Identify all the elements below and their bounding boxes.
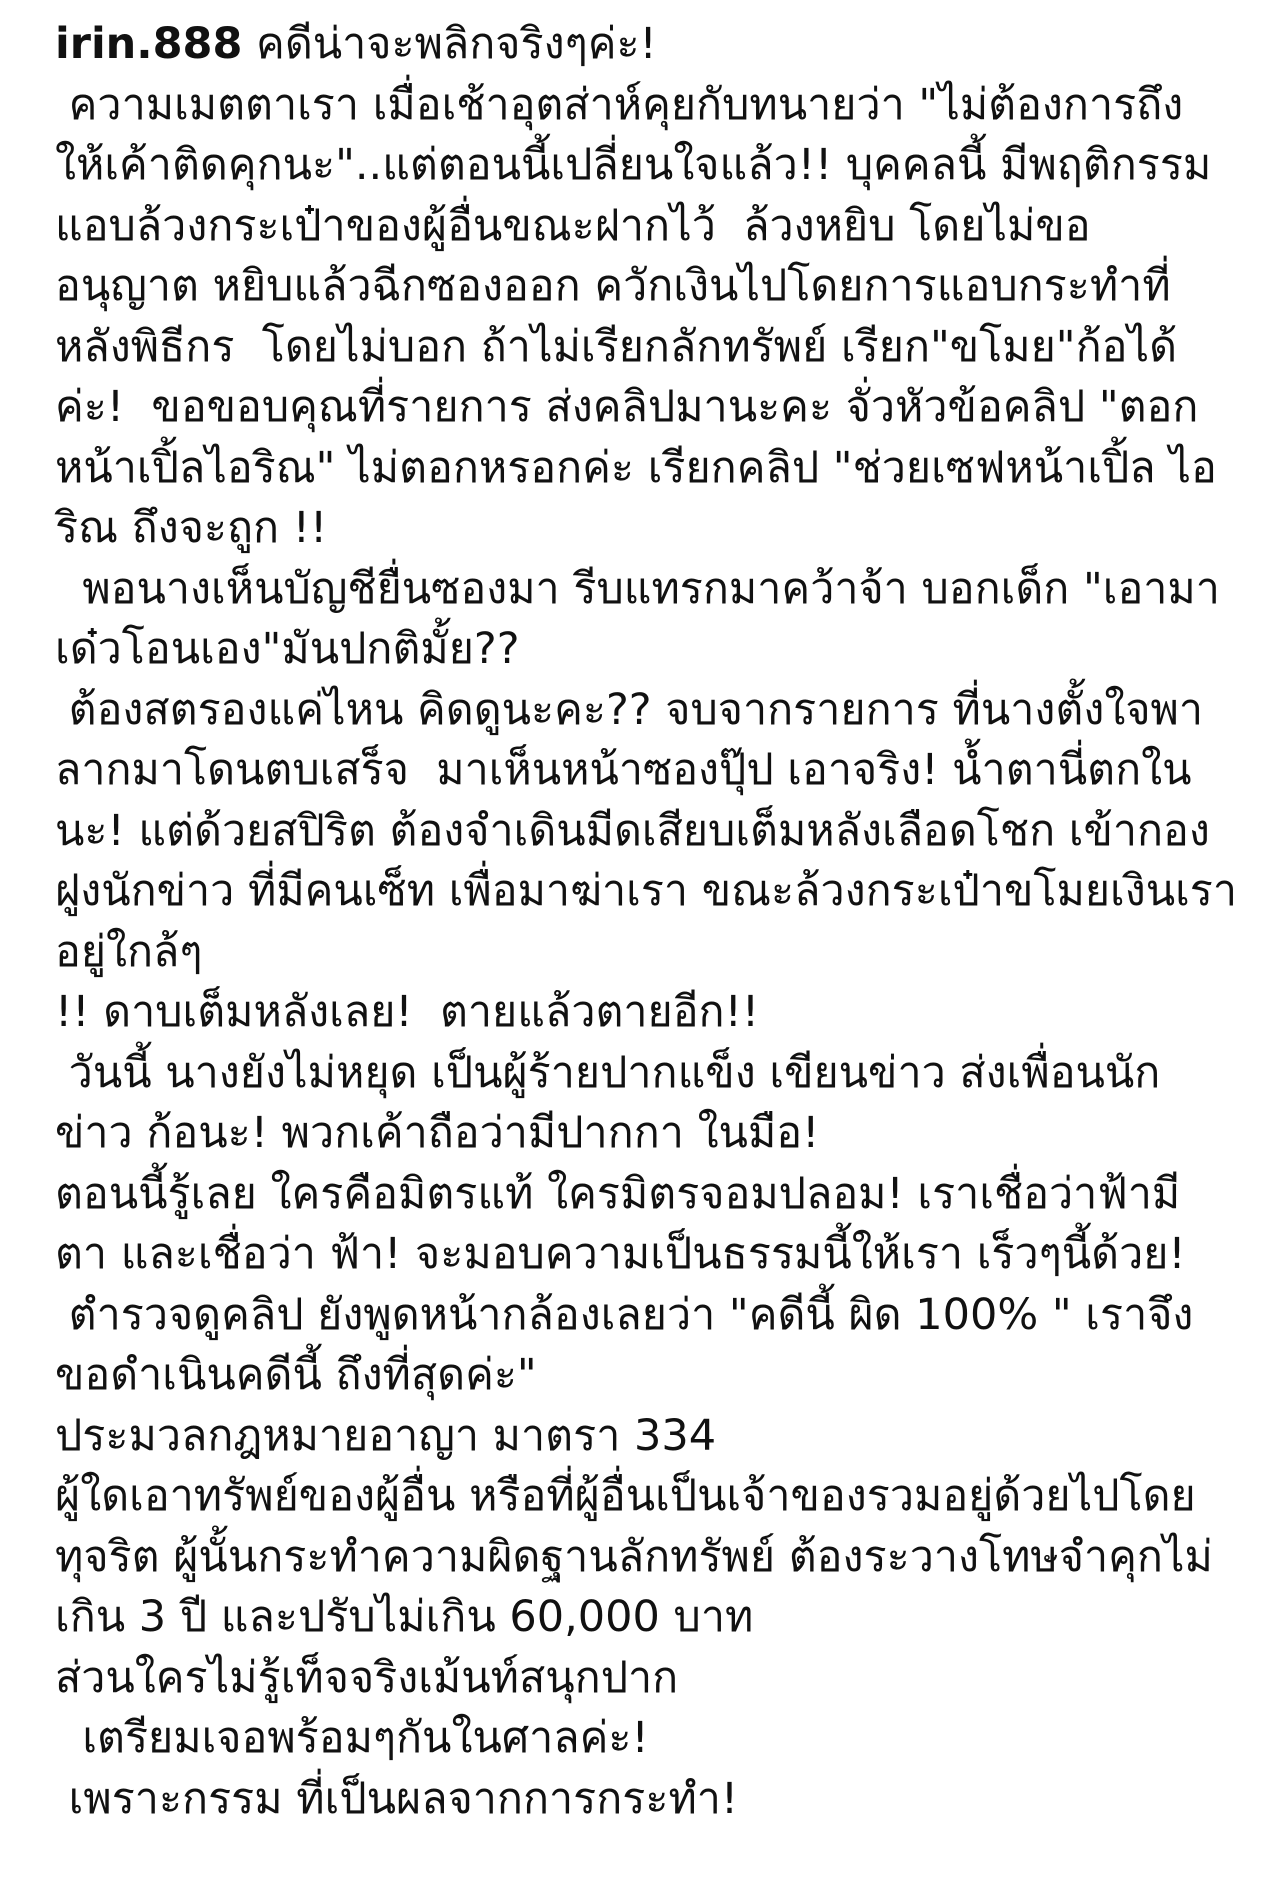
caption-line: ส่วนใครไม่รู้เท็จจริงเม้นท์สนุกปาก bbox=[55, 1652, 679, 1703]
caption-line: เด๋วโอนเอง"มันปกติมั้ย?? bbox=[55, 624, 520, 674]
cropped-next-line bbox=[260, 1880, 340, 1896]
caption-line: ค่ะ! ขอขอบคุณที่รายการ ส่งคลิปมานะคะ จั่วหัวข้อคลิป "ตอก bbox=[55, 382, 1199, 432]
caption-line: ประมวลกฎหมายอาญา มาตรา 334 bbox=[55, 1410, 717, 1461]
caption-first-line bbox=[55, 14, 1245, 75]
caption-line: ข่าว ก้อนะ! พวกเค้าถือว่ามีปากกา ในมือ! bbox=[55, 1108, 820, 1158]
caption-line: ขอดำเนินคดีนี้ ถึงที่สุดค่ะ" bbox=[55, 1350, 537, 1400]
caption-line: เตรียมเจอพร้อมๆกันในศาลค่ะ! bbox=[55, 1713, 649, 1763]
caption-line: !! ดาบเต็มหลังเลย! ตายแล้วตายอีก!! bbox=[55, 987, 760, 1037]
caption-line: เกิน 3 ปี และปรับไม่เกิน 60,000 บาท bbox=[55, 1592, 754, 1642]
caption-line: ผู้ใดเอาทรัพย์ของผู้อื่น หรือที่ผู้อื่นเป็นเจ้าของรวมอยู่ด้วยไปโดย bbox=[55, 1471, 1196, 1521]
caption-line: นะ! แต่ด้วยสปิริต ต้องจำเดินมีดเสียบเต็มหลังเลือดโชก เข้ากอง bbox=[55, 805, 1210, 856]
caption-line: ลากมาโดนตบเสร็จ มาเห็นหน้าซองปุ๊ป เอาจริง! น้ำตานี่ตกใน bbox=[55, 745, 1192, 795]
caption-line: ตำรวจดูคลิป ยังพูดหน้ากล้องเลยว่า "คดีนี้ ผิด 100% " เราจึง bbox=[55, 1289, 1194, 1340]
caption-line: แอบล้วงกระเป๋าของผู้อื่นขณะฝากไว้ ล้วงหยิบ โดยไม่ขอ bbox=[55, 200, 1091, 251]
instagram-caption bbox=[55, 14, 1245, 1829]
caption-line: อยู่ใกล้ๆ bbox=[55, 926, 203, 977]
caption-line: ฝูงนักข่าว ที่มีคนเซ็ท เพื่อมาฆ่าเรา ขณะล้วงกระเป๋าขโมยเงินเรา bbox=[55, 866, 1238, 916]
caption-line: ต้องสตรองแค่ไหน คิดดูนะคะ?? จบจากรายการ ที่นางตั้งใจพา bbox=[55, 684, 1204, 735]
caption-line: ตา และเชื่อว่า ฟ้า! จะมอบความเป็นธรรมนี้ให้เรา เร็วๆนี้ด้วย! bbox=[55, 1229, 1186, 1279]
caption-line: ตอนนี้รู้เลย ใครคือมิตรแท้ ใครมิตรจอมปลอม! เราเชื่อว่าฟ้ามี bbox=[55, 1168, 1181, 1219]
caption-body bbox=[55, 75, 1245, 1830]
caption-line: เพราะกรรม ที่เป็นผลจากการกระทำ! bbox=[55, 1773, 739, 1824]
username-link[interactable]: irin.888 bbox=[55, 19, 243, 69]
caption-line: พอนางเห็นบัญชียื่นซองมา รีบแทรกมาคว้าจ้า บอกเด็ก "เอามา bbox=[55, 563, 1220, 614]
caption-line: หลังพิธีกร โดยไม่บอก ถ้าไม่เรียกลักทรัพย์ เรียก"ขโมย"ก้อได้ bbox=[55, 321, 1177, 372]
caption-line: อนุญาต หยิบแล้วฉีกซองออก ควักเงินไปโดยการแอบกระทำที่ bbox=[55, 261, 1171, 311]
caption-line: ให้เค้าติดคุกนะ"..แต่ตอนนี้เปลี่ยนใจแล้ว!! บุคคลนี้ มีพฤติกรรม bbox=[55, 140, 1212, 190]
caption-line: วันนี้ นางยังไม่หยุด เป็นผู้ร้ายปากแข็ง เขียนข่าว ส่งเพื่อนนัก bbox=[55, 1047, 1161, 1098]
caption-line: ริณ ถึงจะถูก !! bbox=[55, 503, 328, 553]
caption-headline: คดีน่าจะพลิกจริงๆค่ะ! bbox=[242, 19, 657, 69]
caption-line: ความเมตตาเรา เมื่อเช้าอุตส่าห์คุยกับทนายว่า "ไม่ต้องการถึง bbox=[55, 79, 1184, 130]
caption-line: หน้าเปิ้ลไอริณ" ไม่ตอกหรอกค่ะ เรียกคลิป "ช่วยเซฟหน้าเปิ้ล ไอ bbox=[55, 442, 1217, 493]
caption-line: ทุจริต ผู้นั้นกระทำความผิดฐานลักทรัพย์ ต้องระวางโทษจำคุกไม่ bbox=[55, 1531, 1213, 1582]
